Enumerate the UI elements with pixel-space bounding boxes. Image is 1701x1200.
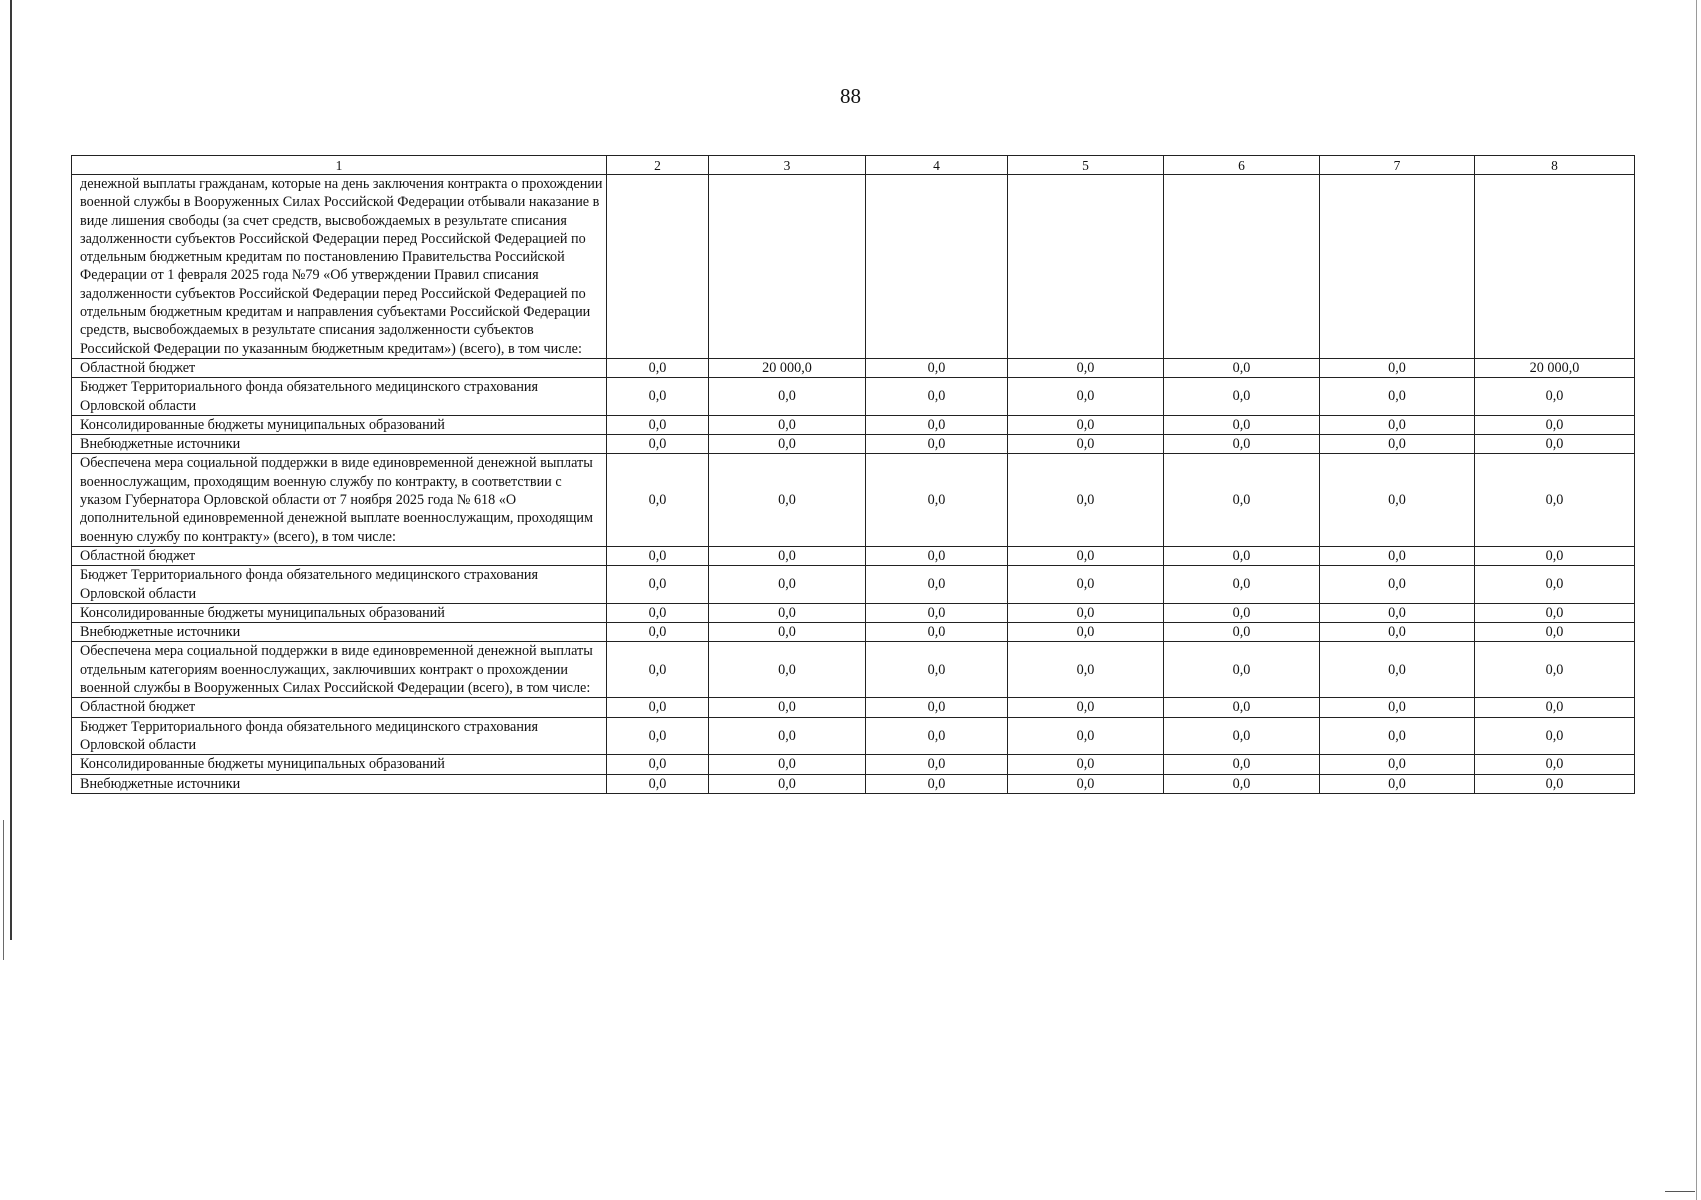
column-header-6: 6 — [1164, 156, 1320, 175]
cell-col-4: 0,0 — [866, 358, 1008, 377]
column-header-5: 5 — [1008, 156, 1164, 175]
row-label: Консолидированные бюджеты муниципальных образований — [72, 755, 607, 774]
table-row — [72, 698, 1635, 717]
cell-col-2: 0,0 — [607, 566, 709, 604]
cell-col-7: 0,0 — [1320, 378, 1475, 416]
cell-col-8: 0,0 — [1475, 546, 1635, 565]
cell-col-2: 0,0 — [607, 774, 709, 793]
cell-col-5: 0,0 — [1008, 454, 1164, 546]
scan-edge-left-secondary — [3, 820, 4, 960]
cell-col-4: 0,0 — [866, 454, 1008, 546]
cell-col-6: 0,0 — [1164, 566, 1320, 604]
cell-col-4: 0,0 — [866, 378, 1008, 416]
column-header-8: 8 — [1475, 156, 1635, 175]
cell-col-8: 0,0 — [1475, 454, 1635, 546]
cell-col-3: 0,0 — [709, 642, 866, 698]
column-header-4: 4 — [866, 156, 1008, 175]
budget-table — [71, 155, 1635, 794]
cell-col-7: 0,0 — [1320, 358, 1475, 377]
cell-col-6: 0,0 — [1164, 623, 1320, 642]
cell-col-8: 0,0 — [1475, 623, 1635, 642]
cell-col-7 — [1320, 175, 1475, 359]
table-row — [72, 642, 1635, 698]
table-row — [72, 755, 1635, 774]
row-label: Внебюджетные источники — [72, 435, 607, 454]
cell-col-8: 0,0 — [1475, 755, 1635, 774]
row-label: Обеспечена мера социальной поддержки в виде единовременной денежной выплаты отдельным категориям военнослужащих, заключивших контракт о прохождении военной службы в Вооруженных Силах Российской Федерации (всего), в том числе: — [72, 642, 607, 698]
cell-col-8: 0,0 — [1475, 698, 1635, 717]
cell-col-8: 0,0 — [1475, 435, 1635, 454]
cell-col-7: 0,0 — [1320, 623, 1475, 642]
row-label: Бюджет Территориального фонда обязательного медицинского страхования Орловской области — [72, 717, 607, 755]
cell-col-5: 0,0 — [1008, 435, 1164, 454]
row-label: Областной бюджет — [72, 358, 607, 377]
column-header-2: 2 — [607, 156, 709, 175]
cell-col-6: 0,0 — [1164, 603, 1320, 622]
table-row — [72, 175, 1635, 359]
cell-col-5: 0,0 — [1008, 623, 1164, 642]
scan-edge-left — [10, 0, 12, 940]
cell-col-3: 0,0 — [709, 717, 866, 755]
table-row — [72, 415, 1635, 434]
cell-col-2: 0,0 — [607, 603, 709, 622]
cell-col-7: 0,0 — [1320, 642, 1475, 698]
table-row — [72, 454, 1635, 546]
cell-col-4: 0,0 — [866, 755, 1008, 774]
table-row — [72, 566, 1635, 604]
column-header-3: 3 — [709, 156, 866, 175]
cell-col-8: 0,0 — [1475, 415, 1635, 434]
cell-col-4: 0,0 — [866, 698, 1008, 717]
cell-col-6: 0,0 — [1164, 378, 1320, 416]
cell-col-6: 0,0 — [1164, 717, 1320, 755]
cell-col-8 — [1475, 175, 1635, 359]
cell-col-3: 20 000,0 — [709, 358, 866, 377]
cell-col-6: 0,0 — [1164, 642, 1320, 698]
table-row — [72, 603, 1635, 622]
cell-col-2 — [607, 175, 709, 359]
cell-col-5 — [1008, 175, 1164, 359]
table-row — [72, 435, 1635, 454]
cell-col-2: 0,0 — [607, 623, 709, 642]
cell-col-4: 0,0 — [866, 603, 1008, 622]
cell-col-3: 0,0 — [709, 454, 866, 546]
cell-col-3: 0,0 — [709, 698, 866, 717]
cell-col-8: 0,0 — [1475, 378, 1635, 416]
row-label: Областной бюджет — [72, 546, 607, 565]
header-row — [72, 156, 1635, 175]
scan-edge-right — [1696, 0, 1697, 1200]
row-label: Внебюджетные источники — [72, 774, 607, 793]
row-label: Консолидированные бюджеты муниципальных образований — [72, 415, 607, 434]
cell-col-3: 0,0 — [709, 378, 866, 416]
cell-col-5: 0,0 — [1008, 698, 1164, 717]
cell-col-6: 0,0 — [1164, 415, 1320, 434]
cell-col-2: 0,0 — [607, 454, 709, 546]
cell-col-4: 0,0 — [866, 642, 1008, 698]
cell-col-2: 0,0 — [607, 642, 709, 698]
cell-col-5: 0,0 — [1008, 546, 1164, 565]
scan-corner-mark — [1665, 1191, 1695, 1192]
cell-col-4: 0,0 — [866, 546, 1008, 565]
cell-col-4: 0,0 — [866, 623, 1008, 642]
cell-col-4: 0,0 — [866, 717, 1008, 755]
cell-col-5: 0,0 — [1008, 774, 1164, 793]
cell-col-7: 0,0 — [1320, 717, 1475, 755]
cell-col-5: 0,0 — [1008, 358, 1164, 377]
cell-col-3: 0,0 — [709, 755, 866, 774]
table-row — [72, 546, 1635, 565]
page-number: 88 — [840, 84, 861, 108]
cell-col-8: 20 000,0 — [1475, 358, 1635, 377]
table-row — [72, 774, 1635, 793]
cell-col-6: 0,0 — [1164, 435, 1320, 454]
column-header-1: 1 — [72, 156, 607, 175]
cell-col-7: 0,0 — [1320, 435, 1475, 454]
cell-col-5: 0,0 — [1008, 566, 1164, 604]
cell-col-7: 0,0 — [1320, 755, 1475, 774]
cell-col-7: 0,0 — [1320, 603, 1475, 622]
cell-col-2: 0,0 — [607, 755, 709, 774]
cell-col-6: 0,0 — [1164, 755, 1320, 774]
cell-col-4 — [866, 175, 1008, 359]
cell-col-2: 0,0 — [607, 698, 709, 717]
cell-col-8: 0,0 — [1475, 603, 1635, 622]
cell-col-6: 0,0 — [1164, 774, 1320, 793]
row-label: Бюджет Территориального фонда обязательного медицинского страхования Орловской области — [72, 566, 607, 604]
cell-col-6: 0,0 — [1164, 546, 1320, 565]
cell-col-3: 0,0 — [709, 774, 866, 793]
cell-col-2: 0,0 — [607, 546, 709, 565]
cell-col-8: 0,0 — [1475, 642, 1635, 698]
cell-col-8: 0,0 — [1475, 717, 1635, 755]
table-body — [72, 156, 1635, 794]
cell-col-3: 0,0 — [709, 415, 866, 434]
cell-col-7: 0,0 — [1320, 774, 1475, 793]
cell-col-2: 0,0 — [607, 415, 709, 434]
row-label: Обеспечена мера социальной поддержки в виде единовременной денежной выплаты военнослужащим, проходящим военную службу по контракту, в соответствии с указом Губернатора Орловской области от 7 ноября 2025 года № 618 «О дополнительной единовременной денежной выплате военнослужащим, проходящим военную службу по контракту» (всего), в том числе: — [72, 454, 607, 546]
row-label: Внебюджетные источники — [72, 623, 607, 642]
cell-col-5: 0,0 — [1008, 642, 1164, 698]
cell-col-7: 0,0 — [1320, 415, 1475, 434]
cell-col-2: 0,0 — [607, 378, 709, 416]
cell-col-7: 0,0 — [1320, 698, 1475, 717]
cell-col-8: 0,0 — [1475, 774, 1635, 793]
table-row — [72, 717, 1635, 755]
cell-col-7: 0,0 — [1320, 546, 1475, 565]
table-row — [72, 358, 1635, 377]
cell-col-2: 0,0 — [607, 717, 709, 755]
cell-col-4: 0,0 — [866, 566, 1008, 604]
cell-col-6 — [1164, 175, 1320, 359]
cell-col-5: 0,0 — [1008, 755, 1164, 774]
cell-col-4: 0,0 — [866, 774, 1008, 793]
table-row — [72, 378, 1635, 416]
cell-col-4: 0,0 — [866, 415, 1008, 434]
cell-col-7: 0,0 — [1320, 566, 1475, 604]
cell-col-3: 0,0 — [709, 603, 866, 622]
cell-col-6: 0,0 — [1164, 454, 1320, 546]
cell-col-3: 0,0 — [709, 623, 866, 642]
row-label: Бюджет Территориального фонда обязательного медицинского страхования Орловской области — [72, 378, 607, 416]
row-label: денежной выплаты гражданам, которые на день заключения контракта о прохождении военной службы в Вооруженных Силах Российской Федерации отбывали наказание в виде лишения свободы (за счет средств, высвобождаемых в результате списания задолженности субъектов Российской Федерации перед Российской Федерацией по отдельным бюджетным кредитам по постановлению Правительства Российской Федерации от 1 февраля 2025 года №79 «Об утверждении Правил списания задолженности субъектов Российской Федерации перед Российской Федерацией по отдельным бюджетным кредитам и направления субъектами Российской Федерации средств, высвобождаемых в результате списания задолженности субъектов Российской Федерации по указанным бюджетным кредитам») (всего), в том числе: — [72, 175, 607, 359]
row-label: Консолидированные бюджеты муниципальных образований — [72, 603, 607, 622]
cell-col-5: 0,0 — [1008, 415, 1164, 434]
row-label: Областной бюджет — [72, 698, 607, 717]
cell-col-3: 0,0 — [709, 546, 866, 565]
table-row — [72, 623, 1635, 642]
cell-col-8: 0,0 — [1475, 566, 1635, 604]
column-header-7: 7 — [1320, 156, 1475, 175]
cell-col-7: 0,0 — [1320, 454, 1475, 546]
cell-col-4: 0,0 — [866, 435, 1008, 454]
cell-col-2: 0,0 — [607, 358, 709, 377]
cell-col-6: 0,0 — [1164, 358, 1320, 377]
cell-col-3 — [709, 175, 866, 359]
cell-col-3: 0,0 — [709, 566, 866, 604]
cell-col-5: 0,0 — [1008, 603, 1164, 622]
cell-col-5: 0,0 — [1008, 717, 1164, 755]
cell-col-2: 0,0 — [607, 435, 709, 454]
cell-col-6: 0,0 — [1164, 698, 1320, 717]
cell-col-3: 0,0 — [709, 435, 866, 454]
cell-col-5: 0,0 — [1008, 378, 1164, 416]
